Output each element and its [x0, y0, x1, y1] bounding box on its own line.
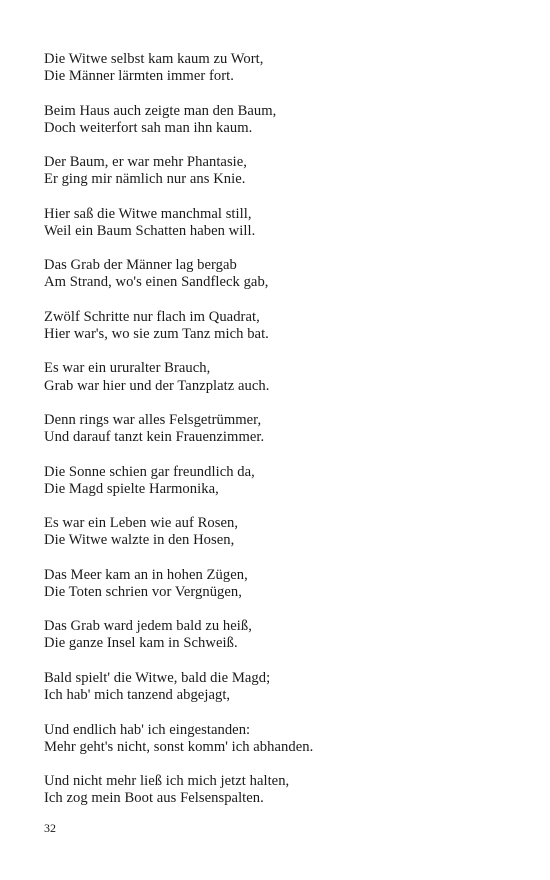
verse-line: Die ganze Insel kam in Schweiß.	[44, 635, 238, 652]
verse-line: Das Grab ward jedem bald zu heiß,	[44, 618, 252, 635]
verse-line: Doch weiterfort sah man ihn kaum.	[44, 119, 253, 136]
stanza	[44, 103, 514, 137]
verse-line: Zwölf Schritte nur flach im Quadrat,	[44, 308, 260, 325]
stanza	[44, 670, 514, 704]
verse-line: Es war ein Leben wie auf Rosen,	[44, 515, 239, 532]
stanza	[44, 722, 514, 756]
verse-line: Denn rings war alles Felsgetrümmer,	[44, 412, 262, 429]
page-number: 32	[44, 821, 56, 835]
verse-line: Hier saß die Witwe manchmal still,	[44, 205, 252, 222]
stanza	[44, 773, 514, 807]
stanza	[44, 257, 514, 291]
verse-line: Die Sonne schien gar freundlich da,	[44, 463, 255, 480]
verse-line: Die Witwe walzte in den Hosen,	[44, 532, 235, 549]
stanza	[44, 206, 514, 240]
verse-line: Und endlich hab' ich eingestanden:	[44, 721, 251, 738]
verse-line: Grab war hier und der Tanzplatz auch.	[44, 377, 270, 394]
verse-line: Hier war's, wo sie zum Tanz mich bat.	[44, 325, 269, 342]
stanza	[44, 309, 514, 343]
verse-line: Am Strand, wo's einen Sandfleck gab,	[44, 274, 269, 291]
stanza	[44, 51, 514, 85]
stanza	[44, 567, 514, 601]
verse-line: Der Baum, er war mehr Phantasie,	[44, 154, 248, 171]
verse-line: Weil ein Baum Schatten haben will.	[44, 222, 256, 239]
verse-line: Er ging mir nämlich nur ans Knie.	[44, 171, 246, 188]
verse-line: Die Männer lärmten immer fort.	[44, 68, 234, 85]
stanza	[44, 618, 514, 652]
stanza	[44, 360, 514, 394]
verse-line: Bald spielt' die Witwe, bald die Magd;	[44, 669, 271, 686]
stanza	[44, 154, 514, 188]
verse-line: Ich hab' mich tanzend abgejagt,	[44, 687, 231, 704]
poem-text	[44, 51, 514, 825]
stanza	[44, 464, 514, 498]
verse-line: Die Witwe selbst kam kaum zu Wort,	[44, 51, 264, 67]
verse-line: Es war ein ururalter Brauch,	[44, 360, 211, 377]
verse-line: Die Toten schrien vor Vergnügen,	[44, 583, 242, 600]
verse-line: Und darauf tanzt kein Frauenzimmer.	[44, 429, 265, 446]
stanza	[44, 412, 514, 446]
verse-line: Beim Haus auch zeigte man den Baum,	[44, 102, 277, 119]
verse-line: Ich zog mein Boot aus Felsenspalten.	[44, 790, 264, 807]
verse-line: Und nicht mehr ließ ich mich jetzt halten,	[44, 773, 290, 790]
verse-line: Mehr geht's nicht, sonst komm' ich abhanden.	[44, 738, 314, 755]
verse-line: Die Magd spielte Harmonika,	[44, 480, 219, 497]
verse-line: Das Grab der Männer lag bergab	[44, 257, 237, 274]
verse-line: Das Meer kam an in hohen Zügen,	[44, 566, 248, 583]
stanza	[44, 515, 514, 549]
